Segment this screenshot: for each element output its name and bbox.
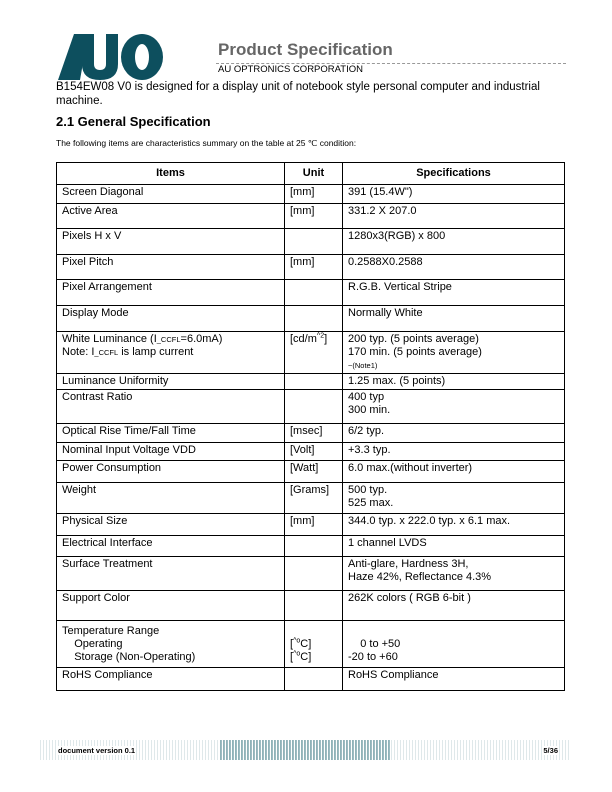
cell-text: =6.0mA) [180,333,223,345]
cell-line [62,558,279,571]
cell-text: [Grams] [290,484,330,496]
cell-line [348,558,559,571]
cell-unit [285,424,343,443]
cell-line [62,537,279,550]
table-row [57,374,565,390]
cell-text: 500 typ. [348,484,388,496]
cell-text: RoHS Compliance [348,669,439,681]
cell-text: Support Color [62,592,130,604]
page-title: Product Specification [218,40,393,59]
cell-line [62,307,279,320]
table-row [57,204,565,229]
cell-line [290,186,337,199]
cell-text: C] [300,638,312,650]
cell-unit [285,255,343,280]
cell-line [290,625,337,638]
cell-text: 331.2 X 207.0 [348,205,417,217]
cell-text: 344.0 typ. x 222.0 typ. x 6.1 max. [348,515,511,527]
cell-text: White Luminance (I [62,333,157,345]
cell-text: Storage (Non-Operating) [62,651,196,663]
cell-line [290,484,337,497]
cell-item [57,621,285,668]
cell-line [348,391,559,404]
cell-spec [343,461,565,483]
cell-line [348,425,559,438]
cell-item [57,514,285,536]
cell-spec [343,668,565,691]
cell-text: _CCFL [94,348,119,357]
cell-line [62,186,279,199]
cell-spec [343,185,565,204]
cell-unit [285,204,343,229]
cell-text: Normally White [348,307,423,319]
header-items: Items [57,163,285,185]
cell-text: Note: I [62,346,95,358]
table-row [57,390,565,424]
cell-line [348,537,559,550]
cell-text: RoHS Compliance [62,669,153,681]
cell-line [348,592,559,605]
cell-unit [285,591,343,621]
cell-line [348,571,559,584]
cell-item [57,591,285,621]
cell-unit [285,483,343,514]
table-row [57,591,565,621]
cell-spec [343,443,565,461]
cell-unit [285,185,343,204]
cell-unit [285,332,343,374]
cell-line [348,256,559,269]
cell-line [290,462,337,475]
cell-text: 0 to +50 [348,638,401,650]
cell-text: 391 (15.4W") [348,186,413,198]
cell-line [290,638,337,651]
header-specifications: Specifications [343,163,565,185]
cell-unit [285,443,343,461]
cell-line [348,205,559,218]
cell-text: ^o [293,637,301,645]
cell-spec [343,621,565,668]
cell-line [348,462,559,475]
cell-text: Nominal Input Voltage VDD [62,444,196,456]
document-version: document version 0.1 [58,746,136,755]
section-heading: 2.1 General Specification [56,114,211,129]
table-row [57,332,565,374]
cell-text: [mm] [290,186,315,198]
cell-item [57,483,285,514]
cell-text: Pixel Arrangement [62,281,152,293]
cell-line [348,307,559,320]
cell-line [348,281,559,294]
cell-line [348,638,559,651]
cell-line [348,625,559,638]
cell-item [57,332,285,374]
table-row [57,280,565,306]
cell-item [57,229,285,255]
cell-line [62,625,279,638]
table-row [57,185,565,204]
table-row [57,306,565,332]
cell-item [57,280,285,306]
cell-item [57,390,285,424]
cell-line [348,230,559,243]
cell-item [57,255,285,280]
cell-line [348,186,559,199]
header-unit: Unit [285,163,343,185]
table-row [57,483,565,514]
table-row [57,557,565,591]
cell-spec [343,229,565,255]
cell-item [57,374,285,390]
cell-line [62,375,279,388]
cell-unit [285,621,343,668]
cell-spec [343,255,565,280]
cell-text: 200 typ. (5 points average) [348,333,479,345]
cell-text: ^o [293,650,301,658]
cell-text: ^2 [316,332,325,340]
cell-line [62,205,279,218]
cell-text: Anti-glare, Hardness 3H, [348,558,469,570]
cell-line [62,281,279,294]
cell-line [348,651,559,664]
company-name: AU OPTRONICS CORPORATION [218,64,363,75]
cell-line [62,638,279,651]
cell-unit [285,374,343,390]
cell-text: Luminance Uniformity [62,375,169,387]
cell-line [348,444,559,457]
section-note: The following items are characteristics summary on the table at 25 ℃ condition: [56,138,357,148]
cell-text: Contrast Ratio [62,391,133,403]
cell-text: ~(Note1) [348,361,378,370]
cell-text: 400 typ [348,391,385,403]
cell-text: [mm] [290,256,315,268]
cell-text: 1280x3(RGB) x 800 [348,230,446,242]
cell-line [348,404,559,417]
cell-text: is lamp current [118,346,194,358]
cell-unit [285,306,343,332]
cell-item [57,204,285,229]
cell-text: [msec] [290,425,323,437]
cell-line [290,256,337,269]
cell-spec [343,390,565,424]
cell-spec [343,374,565,390]
cell-line [348,346,559,359]
cell-unit [285,668,343,691]
cell-text: [Volt] [290,444,315,456]
cell-line [348,497,559,510]
cell-spec [343,306,565,332]
cell-unit [285,229,343,255]
intro-paragraph: B154EW08 V0 is designed for a display unit of notebook style personal computer and industrial machine. [56,81,540,107]
cell-line [62,484,279,497]
cell-spec [343,536,565,557]
cell-line [348,333,559,346]
cell-unit [285,536,343,557]
cell-text: Optical Rise Time/Fall Time [62,425,196,437]
cell-line [62,425,279,438]
cell-line [290,333,337,346]
page-footer [40,740,570,760]
cell-text: 0.2588X0.2588 [348,256,423,268]
cell-text: +3.3 typ. [348,444,391,456]
cell-text: Active Area [62,205,118,217]
cell-line [62,592,279,605]
cell-item [57,443,285,461]
cell-unit [285,514,343,536]
cell-line [290,444,337,457]
cell-text: [mm] [290,205,315,217]
cell-text: 170 min. (5 points average) [348,346,482,358]
cell-text: R.G.B. Vertical Stripe [348,281,452,293]
table-row [57,424,565,443]
cell-line [348,375,559,388]
cell-item [57,185,285,204]
cell-text: Electrical Interface [62,537,153,549]
cell-text: Temperature Range [62,625,160,637]
cell-line [62,669,279,682]
cell-item [57,306,285,332]
cell-text: 6/2 typ. [348,425,385,437]
cell-line [62,462,279,475]
table-row [57,255,565,280]
cell-line [348,515,559,528]
cell-text: Haze 42%, Reflectance 4.3% [348,571,492,583]
cell-spec [343,591,565,621]
cell-text: Surface Treatment [62,558,153,570]
table-row [57,443,565,461]
cell-text: [ [290,638,294,650]
cell-text: [Watt] [290,462,319,474]
general-spec-table [56,162,565,691]
cell-text: Pixels H x V [62,230,122,242]
cell-text: Pixel Pitch [62,256,114,268]
cell-item [57,557,285,591]
auo-logo [58,34,164,80]
cell-text: Weight [62,484,97,496]
cell-text: 6.0 max.(without inverter) [348,462,473,474]
footer-pattern [220,740,390,760]
cell-line [290,651,337,664]
cell-unit [285,280,343,306]
cell-line [62,515,279,528]
cell-text: Screen Diagonal [62,186,144,198]
cell-spec [343,204,565,229]
cell-line [290,425,337,438]
cell-spec [343,280,565,306]
cell-text: 1 channel LVDS [348,537,427,549]
cell-line [290,205,337,218]
cell-spec [343,424,565,443]
cell-item [57,461,285,483]
cell-spec [343,332,565,374]
table-row [57,514,565,536]
cell-line [348,484,559,497]
cell-line [62,333,279,346]
cell-item [57,536,285,557]
table-row [57,621,565,668]
cell-unit [285,557,343,591]
cell-text: Power Consumption [62,462,162,474]
cell-spec [343,514,565,536]
cell-text: [mm] [290,515,315,527]
cell-text: 262K colors ( RGB 6-bit ) [348,592,471,604]
cell-text: [cd/m [290,333,317,345]
table-row [57,668,565,691]
page-number: 5/36 [543,746,558,755]
cell-item [57,668,285,691]
cell-item [57,424,285,443]
table-row [57,461,565,483]
cell-line [348,669,559,682]
cell-text: Display Mode [62,307,129,319]
cell-line [348,359,559,372]
cell-text: [ [290,651,294,663]
cell-text: _CCFL [156,335,181,344]
table-header-row [57,163,565,185]
cell-text: 1.25 max. (5 points) [348,375,446,387]
cell-line [62,346,279,359]
cell-line [62,256,279,269]
cell-line [62,651,279,664]
cell-text: -20 to +60 [348,651,398,663]
cell-line [62,391,279,404]
cell-text: 525 max. [348,497,394,509]
cell-unit [285,461,343,483]
cell-text: ] [324,333,328,345]
cell-text: 300 min. [348,404,391,416]
cell-spec [343,557,565,591]
table-row [57,229,565,255]
cell-text: C] [300,651,312,663]
cell-text: Physical Size [62,515,128,527]
cell-unit [285,390,343,424]
cell-line [290,515,337,528]
cell-text: Operating [62,638,123,650]
cell-spec [343,483,565,514]
cell-line [62,230,279,243]
cell-line [62,444,279,457]
table-row [57,536,565,557]
